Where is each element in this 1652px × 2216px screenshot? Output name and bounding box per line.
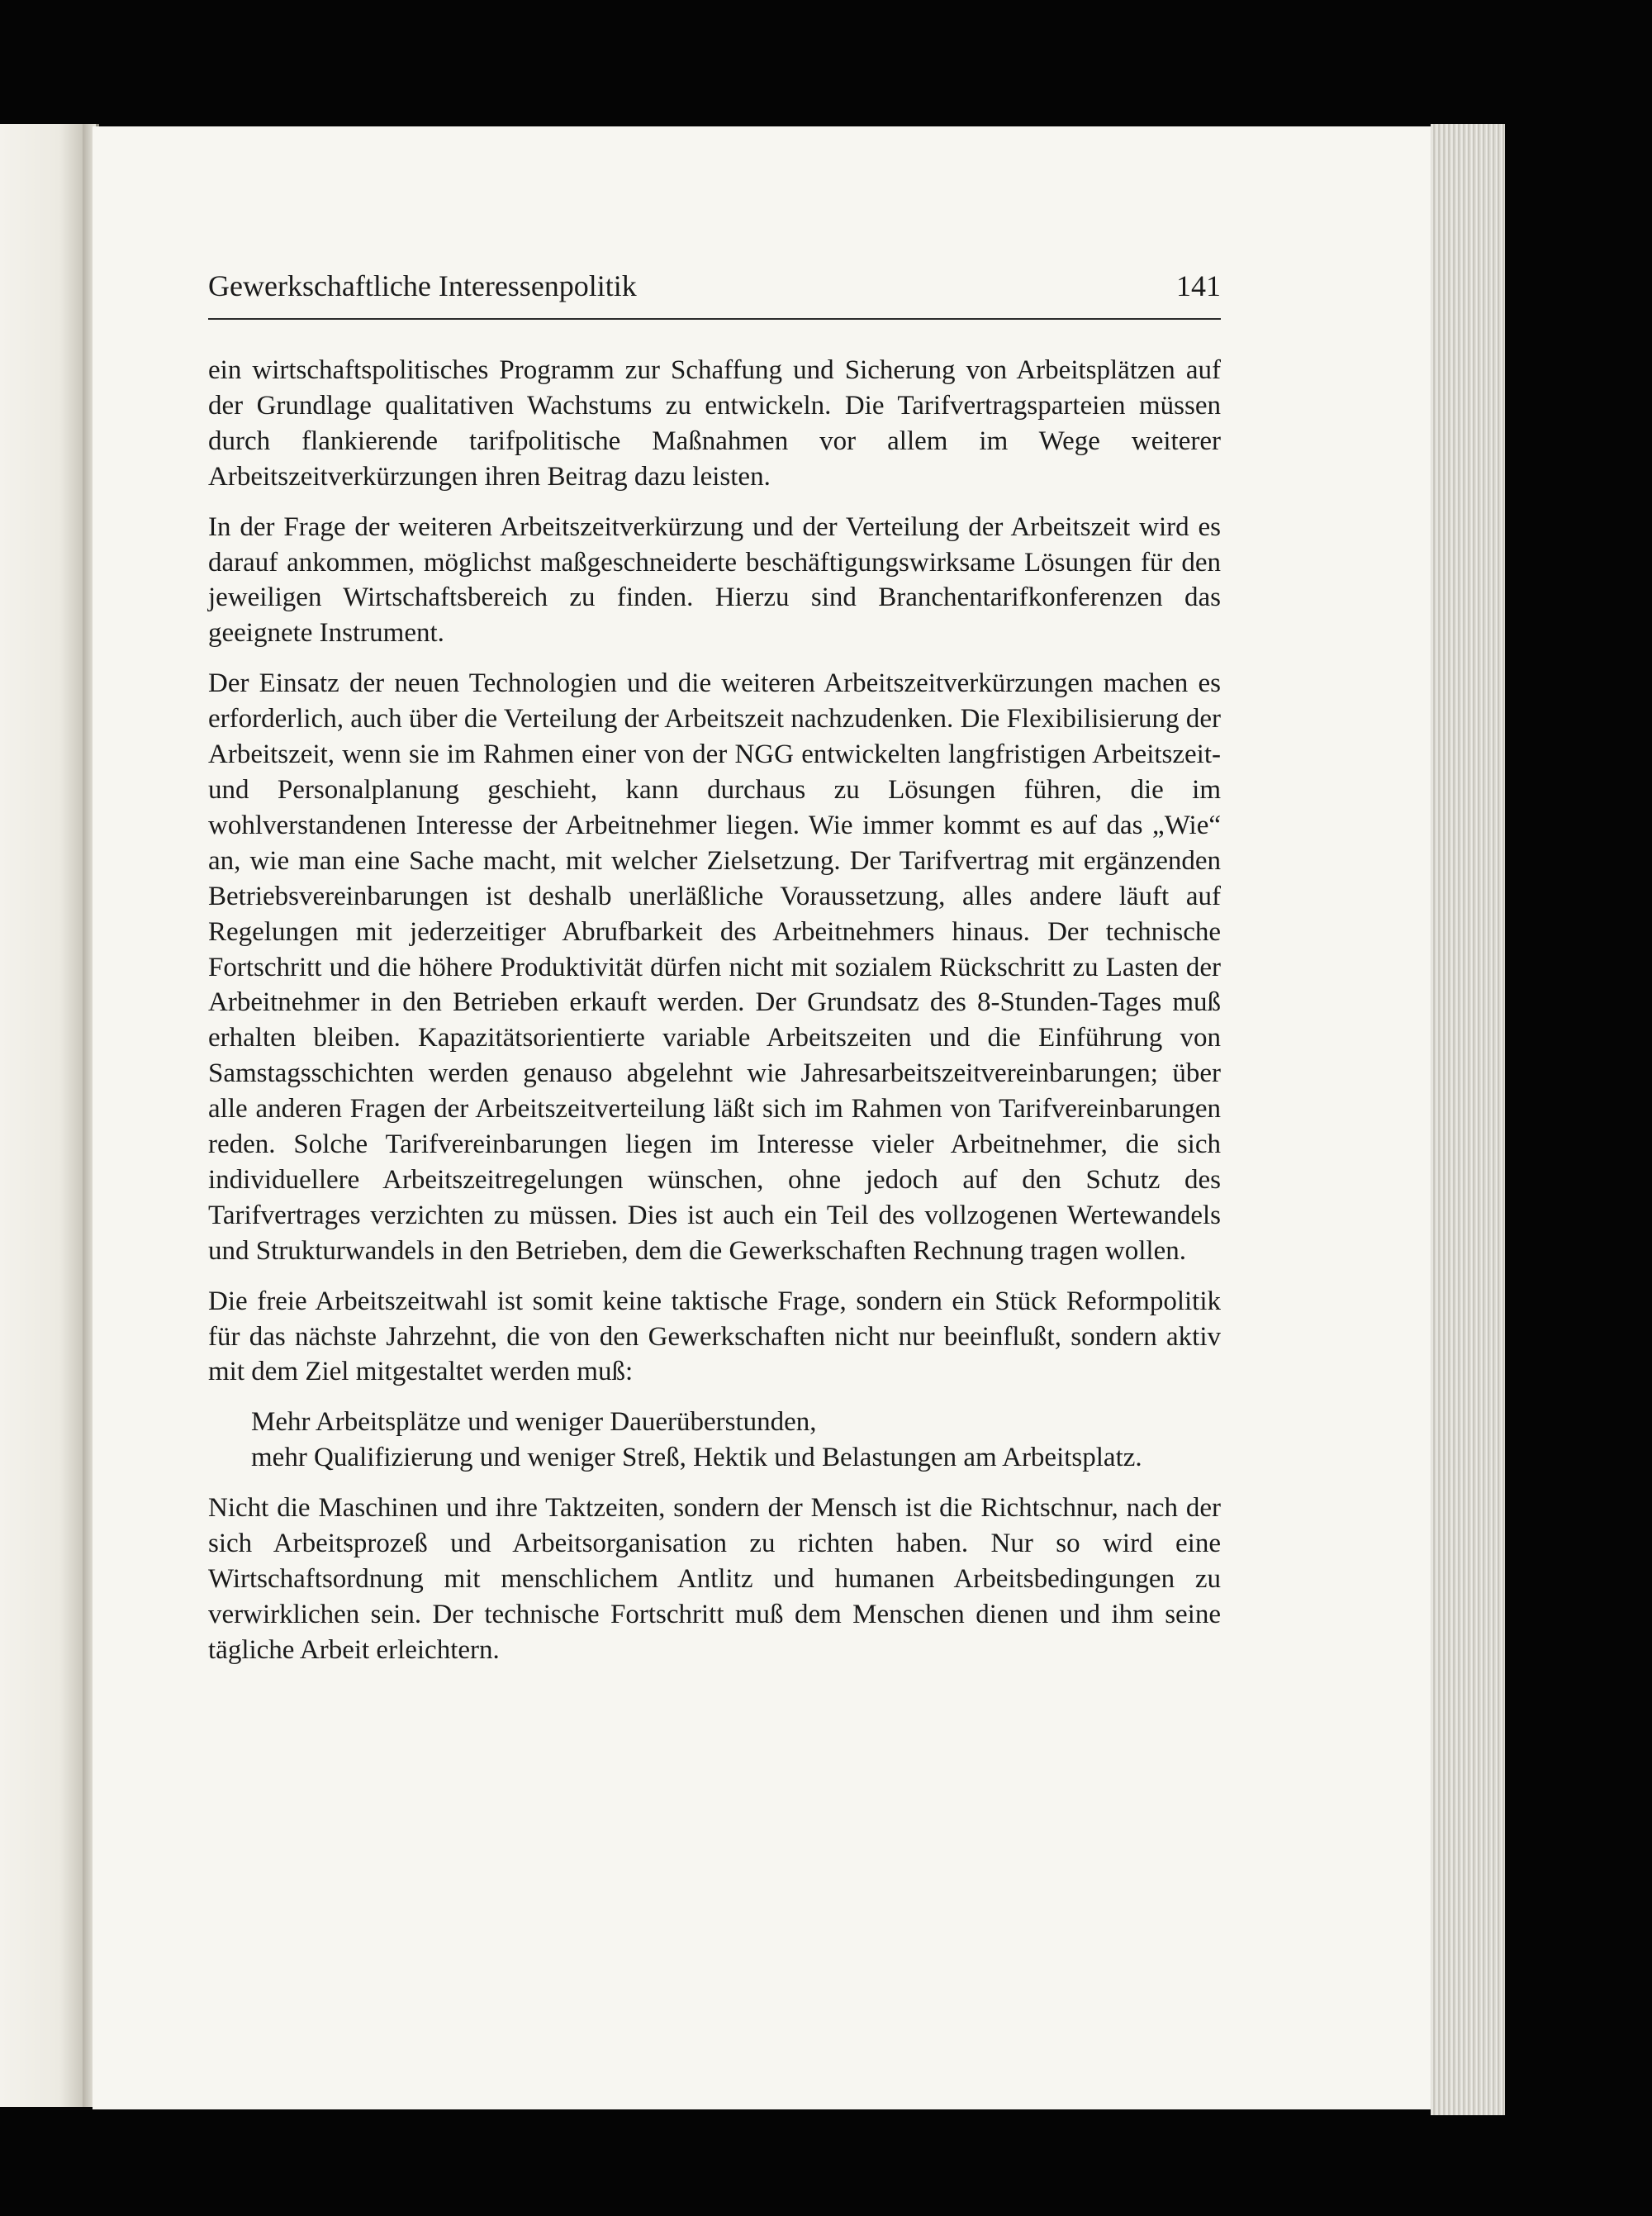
paragraph-3: Der Einsatz der neuen Technologien und die weiteren Arbeitszeitverkürzungen machen es erforderlich, auch über die Verteilung der Arbeitszeit nachzudenken. Die Flexibilisierung der Arbeitszeit, wenn sie im Rahmen einer von der NGG entwickelten langfristigen Arbeitszeit- und Personalplanung geschieht, kann durchaus zu Lösungen führen, die im wohlverstandenen Interesse der Arbeitnehmer liegen. Wie immer kommt es auf das „Wie“ an, wie man eine Sache macht, mit welcher Zielsetzung. Der Tarifvertrag mit ergänzenden Betriebsvereinbarungen ist deshalb unerläßliche Voraussetzung, alles andere läuft auf Regelungen mit jederzeitiger Abrufbarkeit des Arbeitnehmers hinaus. Der technische Fortschritt und die höhere Produktivität dürfen nicht mit sozialem Rückschritt zu Lasten der Arbeitnehmer in den Betrieben erkauft werden. Der Grundsatz des 8-Stunden-Tages muß erhalten bleiben. Kapazitätsorientierte variable Arbeitszeiten und die Einführung von Samstagsschichten werden genauso abgelehnt wie Jahresarbeitszeitvereinbarungen; über alle anderen Fragen der Arbeitszeitverteilung läßt sich im Rahmen von Tarifvereinbarungen reden. Solche Tarifvereinbarungen liegen im Interesse vieler Arbeitnehmer, die sich individuellere Arbeitszeitregelungen wünschen, ohne jedoch auf den Schutz des Tarifvertrages verzichten zu müssen. Dies ist auch ein Teil des vollzogenen Wertewandels und Strukturwandels in den Betrieben, dem die Gewerkschaften Rechnung tragen wollen. xyxy=(208,668,1221,1266)
closing-paragraph: Nicht die Maschinen und ihre Taktzeiten, sondern der Mensch ist die Richtschnur, nach der sich Arbeitsprozeß und Arbeitsorganisation zu richten haben. Nur so wird eine Wirtschaftsordnung mit menschlichem Antlitz und humanen Arbeitsbedingungen zu verwirklichen sein. Der technische Fortschritt muß dem Menschen dienen und ihm seine tägliche Arbeit erleichtern. xyxy=(208,1493,1221,1665)
paragraph-1: ein wirtschaftspolitisches Programm zur Schaffung und Sicherung von Arbeitsplätzen auf der Grundlage qualitativen Wachstums zu entwickeln. Die Tarifvertragsparteien müssen durch flankierende tarifpolitische Maßnahmen vor allem im Wege weiterer Arbeitszeitverkürzungen ihren Beitrag dazu leisten. xyxy=(208,355,1221,492)
quote-line-1: Mehr Arbeitsplätze und weniger Dauerüberstunden, xyxy=(251,1407,817,1438)
paragraph-2: In der Frage der weiteren Arbeitszeitverkürzung und der Verteilung der Arbeitszeit wird es darauf ankommen, möglichst maßgeschneiderte beschäftigungswirksame Lösungen für den jeweiligen Wirtschaftsbereich zu finden. Hierzu sind Branchentarifkonferenzen das geeignete Instrument. xyxy=(208,511,1221,649)
page-number: 141 xyxy=(1176,269,1221,302)
running-head-title: Gewerkschaftliche Interessenpolitik xyxy=(208,269,637,302)
running-head xyxy=(208,269,1221,320)
paragraph-4: Die freie Arbeitszeitwahl ist somit keine taktische Frage, sondern ein Stück Reformpolitik für das nächste Jahrzehnt, die von den Gewerkschaften nicht nur beeinflußt, sondern aktiv mit dem Ziel mitgestaltet werden muß: xyxy=(208,1286,1221,1387)
indented-quote xyxy=(251,1405,1221,1476)
page-content xyxy=(208,269,1221,1683)
quote-line-2: mehr Qualifizierung und weniger Streß, Hektik und Belastungen am Arbeitsplatz. xyxy=(251,1443,1142,1473)
page-stack-edges xyxy=(1431,124,1505,2115)
